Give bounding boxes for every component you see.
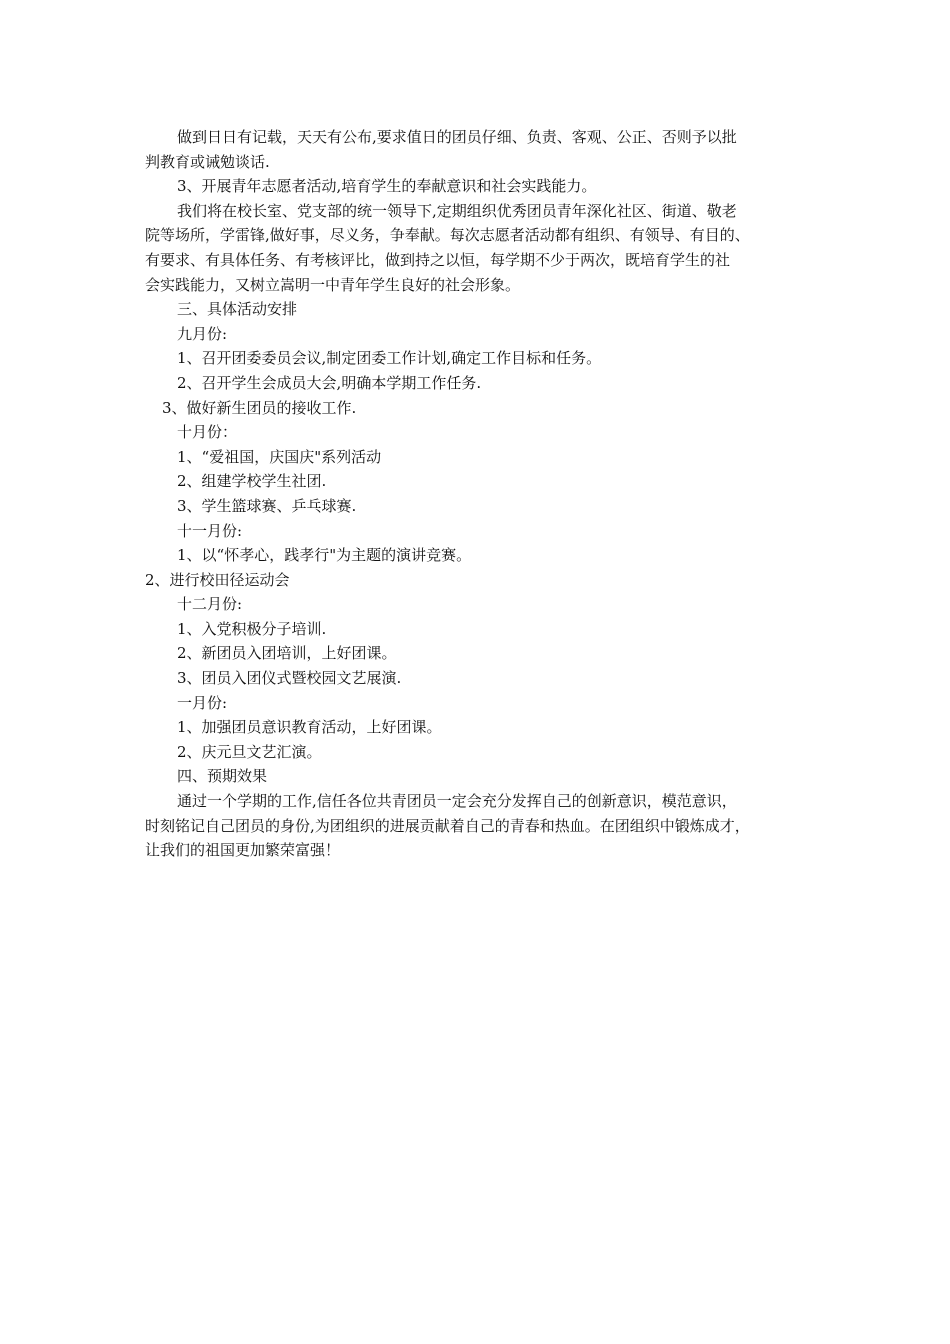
document-paragraph bbox=[145, 715, 825, 740]
paragraph-line: 1、以“怀孝心，践孝行"为主题的演讲竞赛。 bbox=[177, 546, 472, 565]
paragraph-line: 十月份： bbox=[177, 423, 238, 442]
paragraph-line: 3、开展青年志愿者活动,培育学生的奉献意识和社会实践能力。 bbox=[177, 177, 597, 196]
paragraph-line: 时刻铭记自己团员的身份,为团组织的进展贡献着自己的青春和热血。在团组织中锻炼成才， bbox=[145, 816, 750, 835]
document-paragraph bbox=[145, 543, 825, 568]
paragraph-line: 3、团员入团仪式暨校园文艺展演. bbox=[177, 669, 402, 688]
document-paragraph bbox=[145, 666, 825, 691]
paragraph-line: 做到日日有记载，天天有公布,要求值日的团员仔细、负责、客观、公正、否则予以批 bbox=[177, 128, 737, 146]
document-paragraph bbox=[145, 568, 825, 593]
document-paragraph bbox=[145, 297, 825, 322]
paragraph-line: 十二月份: bbox=[177, 595, 243, 614]
document-paragraph bbox=[145, 469, 825, 494]
paragraph-line: 院等场所，学雷锋,做好事，尽义务，争奉献。每次志愿者活动都有组织、有领导、有目的、 bbox=[145, 226, 750, 245]
document-paragraph bbox=[145, 420, 825, 445]
paragraph-line: 判教育或诫勉谈话. bbox=[145, 152, 270, 171]
document-paragraph bbox=[145, 199, 825, 297]
paragraph-line: 2、组建学校学生社团. bbox=[177, 472, 327, 491]
paragraph-line: 1、加强团员意识教育活动，上好团课。 bbox=[177, 718, 442, 737]
document-paragraph bbox=[145, 617, 825, 642]
document-body bbox=[145, 125, 825, 863]
document-paragraph bbox=[145, 740, 825, 765]
paragraph-line: 三、具体活动安排 bbox=[177, 300, 298, 319]
paragraph-line: 让我们的祖国更加繁荣富强！ bbox=[145, 841, 341, 860]
paragraph-line: 我们将在校长室、党支部的统一领导下,定期组织优秀团员青年深化社区、街道、敬老 bbox=[177, 201, 737, 220]
document-paragraph bbox=[145, 371, 825, 396]
paragraph-line: 一月份: bbox=[177, 693, 228, 712]
paragraph-line: 通过一个学期的工作,信任各位共青团员一定会充分发挥自己的创新意识，模范意识， bbox=[177, 792, 737, 811]
document-paragraph bbox=[145, 445, 825, 470]
document-paragraph bbox=[145, 396, 825, 421]
document-paragraph bbox=[145, 519, 825, 544]
paragraph-line: 九月份: bbox=[177, 324, 228, 343]
paragraph-line: 1、“爱祖国，庆国庆"系列活动 bbox=[177, 447, 382, 466]
document-paragraph bbox=[145, 592, 825, 617]
paragraph-line: 1、入党积极分子培训. bbox=[177, 619, 327, 638]
paragraph-line: 2、新团员入团培训，上好团课。 bbox=[177, 644, 397, 663]
document-paragraph bbox=[145, 125, 825, 174]
paragraph-line: 会实践能力，又树立嵩明一中青年学生良好的社会形象。 bbox=[145, 275, 521, 294]
document-paragraph bbox=[145, 346, 825, 371]
paragraph-line: 1、召开团委委员会议,制定团委工作计划,确定工作目标和任务。 bbox=[177, 349, 602, 368]
paragraph-line: 3、做好新生团员的接收工作. bbox=[162, 398, 357, 417]
document-paragraph bbox=[145, 494, 825, 519]
paragraph-line: 2、进行校田径运动会 bbox=[145, 570, 290, 589]
paragraph-line: 十一月份: bbox=[177, 521, 243, 540]
paragraph-line: 四、预期效果 bbox=[177, 767, 268, 786]
paragraph-line: 2、庆元旦文艺汇演。 bbox=[177, 742, 322, 761]
paragraph-line: 有要求、有具体任务、有考核评比，做到持之以恒，每学期不少于两次，既培育学生的社 bbox=[145, 250, 731, 269]
document-paragraph bbox=[145, 764, 825, 789]
document-paragraph bbox=[145, 322, 825, 347]
paragraph-line: 3、学生篮球赛、乒乓球赛. bbox=[177, 496, 357, 515]
document-paragraph bbox=[145, 641, 825, 666]
document-paragraph bbox=[145, 691, 825, 716]
paragraph-line: 2、召开学生会成员大会,明确本学期工作任务. bbox=[177, 373, 482, 392]
document-paragraph bbox=[145, 789, 825, 863]
document-paragraph bbox=[145, 174, 825, 199]
